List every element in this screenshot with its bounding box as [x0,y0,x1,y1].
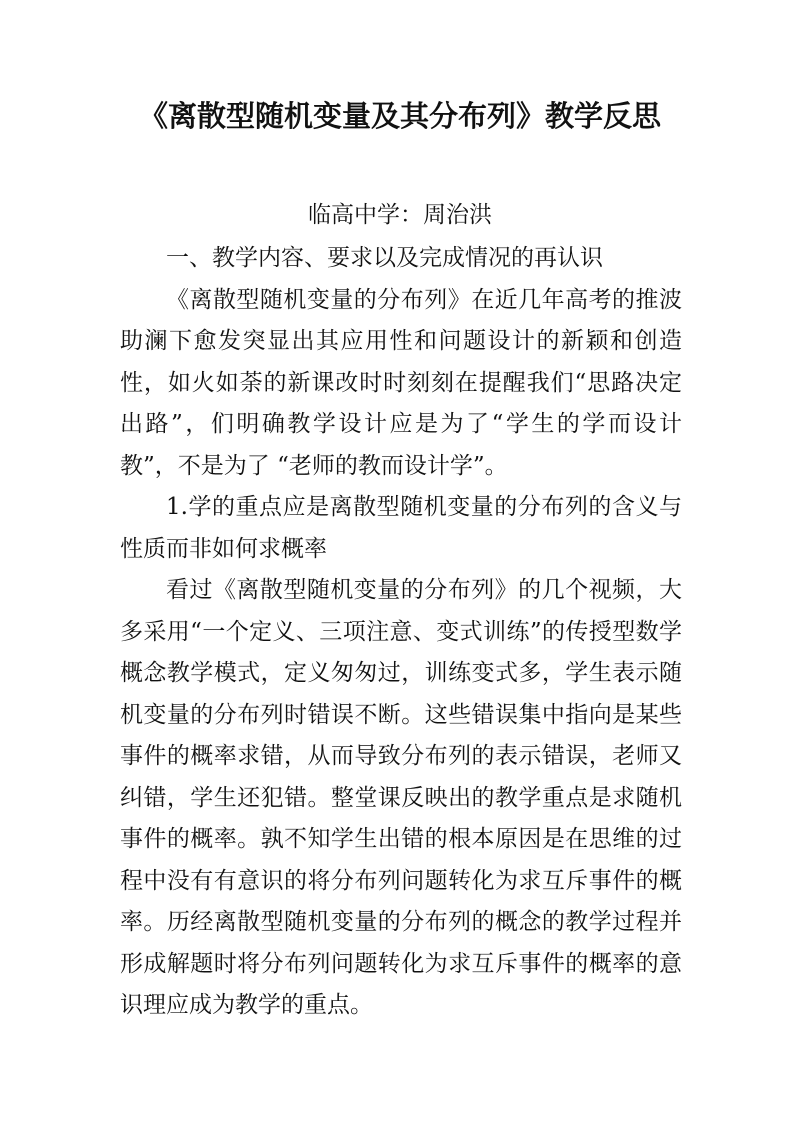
section-heading: 一、教学内容、要求以及完成情况的再认识 [166,245,603,271]
document-body [120,238,682,1027]
author-line: 临高中学：周治洪 [308,202,492,228]
body-paragraph: 《离散型随机变量的分布列》在近几年高考的推波助澜下愈发突显出其应用性和问题设计的新颖和创造性，如火如荼的新课改时时刻刻在提醒我们“思路决定出路”，们明确教学设计应是为了“学生的学而设计教”，不是为了 “老师的教而设计学”。 [120,286,682,479]
subsection-heading: 1.学的重点应是离散型随机变量的分布列的含义与性质而非如何求概率 [120,494,682,562]
document-title: 《离散型随机变量及其分布列》教学反思 [138,99,661,133]
body-paragraph: 看过《离散型随机变量的分布列》的几个视频，大多采用“一个定义、三项注意、变式训练”的传授型数学概念教学模式，定义匆匆过，训练变式多，学生表示随机变量的分布列时错误不断。这些错误集中指向是某些事件的概率求错，从而导致分布列的表示错误，老师又纠错，学生还犯错。整堂课反映出的教学重点是求随机事件的概率。孰不知学生出错的根本原因是在思维的过程中没有有意识的将分布列问题转化为求互斥事件的概率。历经离散型随机变量的分布列的概念的教学过程并形成解题时将分布列问题转化为求互斥事件的概率的意识理应成为教学的重点。 [120,577,682,1018]
